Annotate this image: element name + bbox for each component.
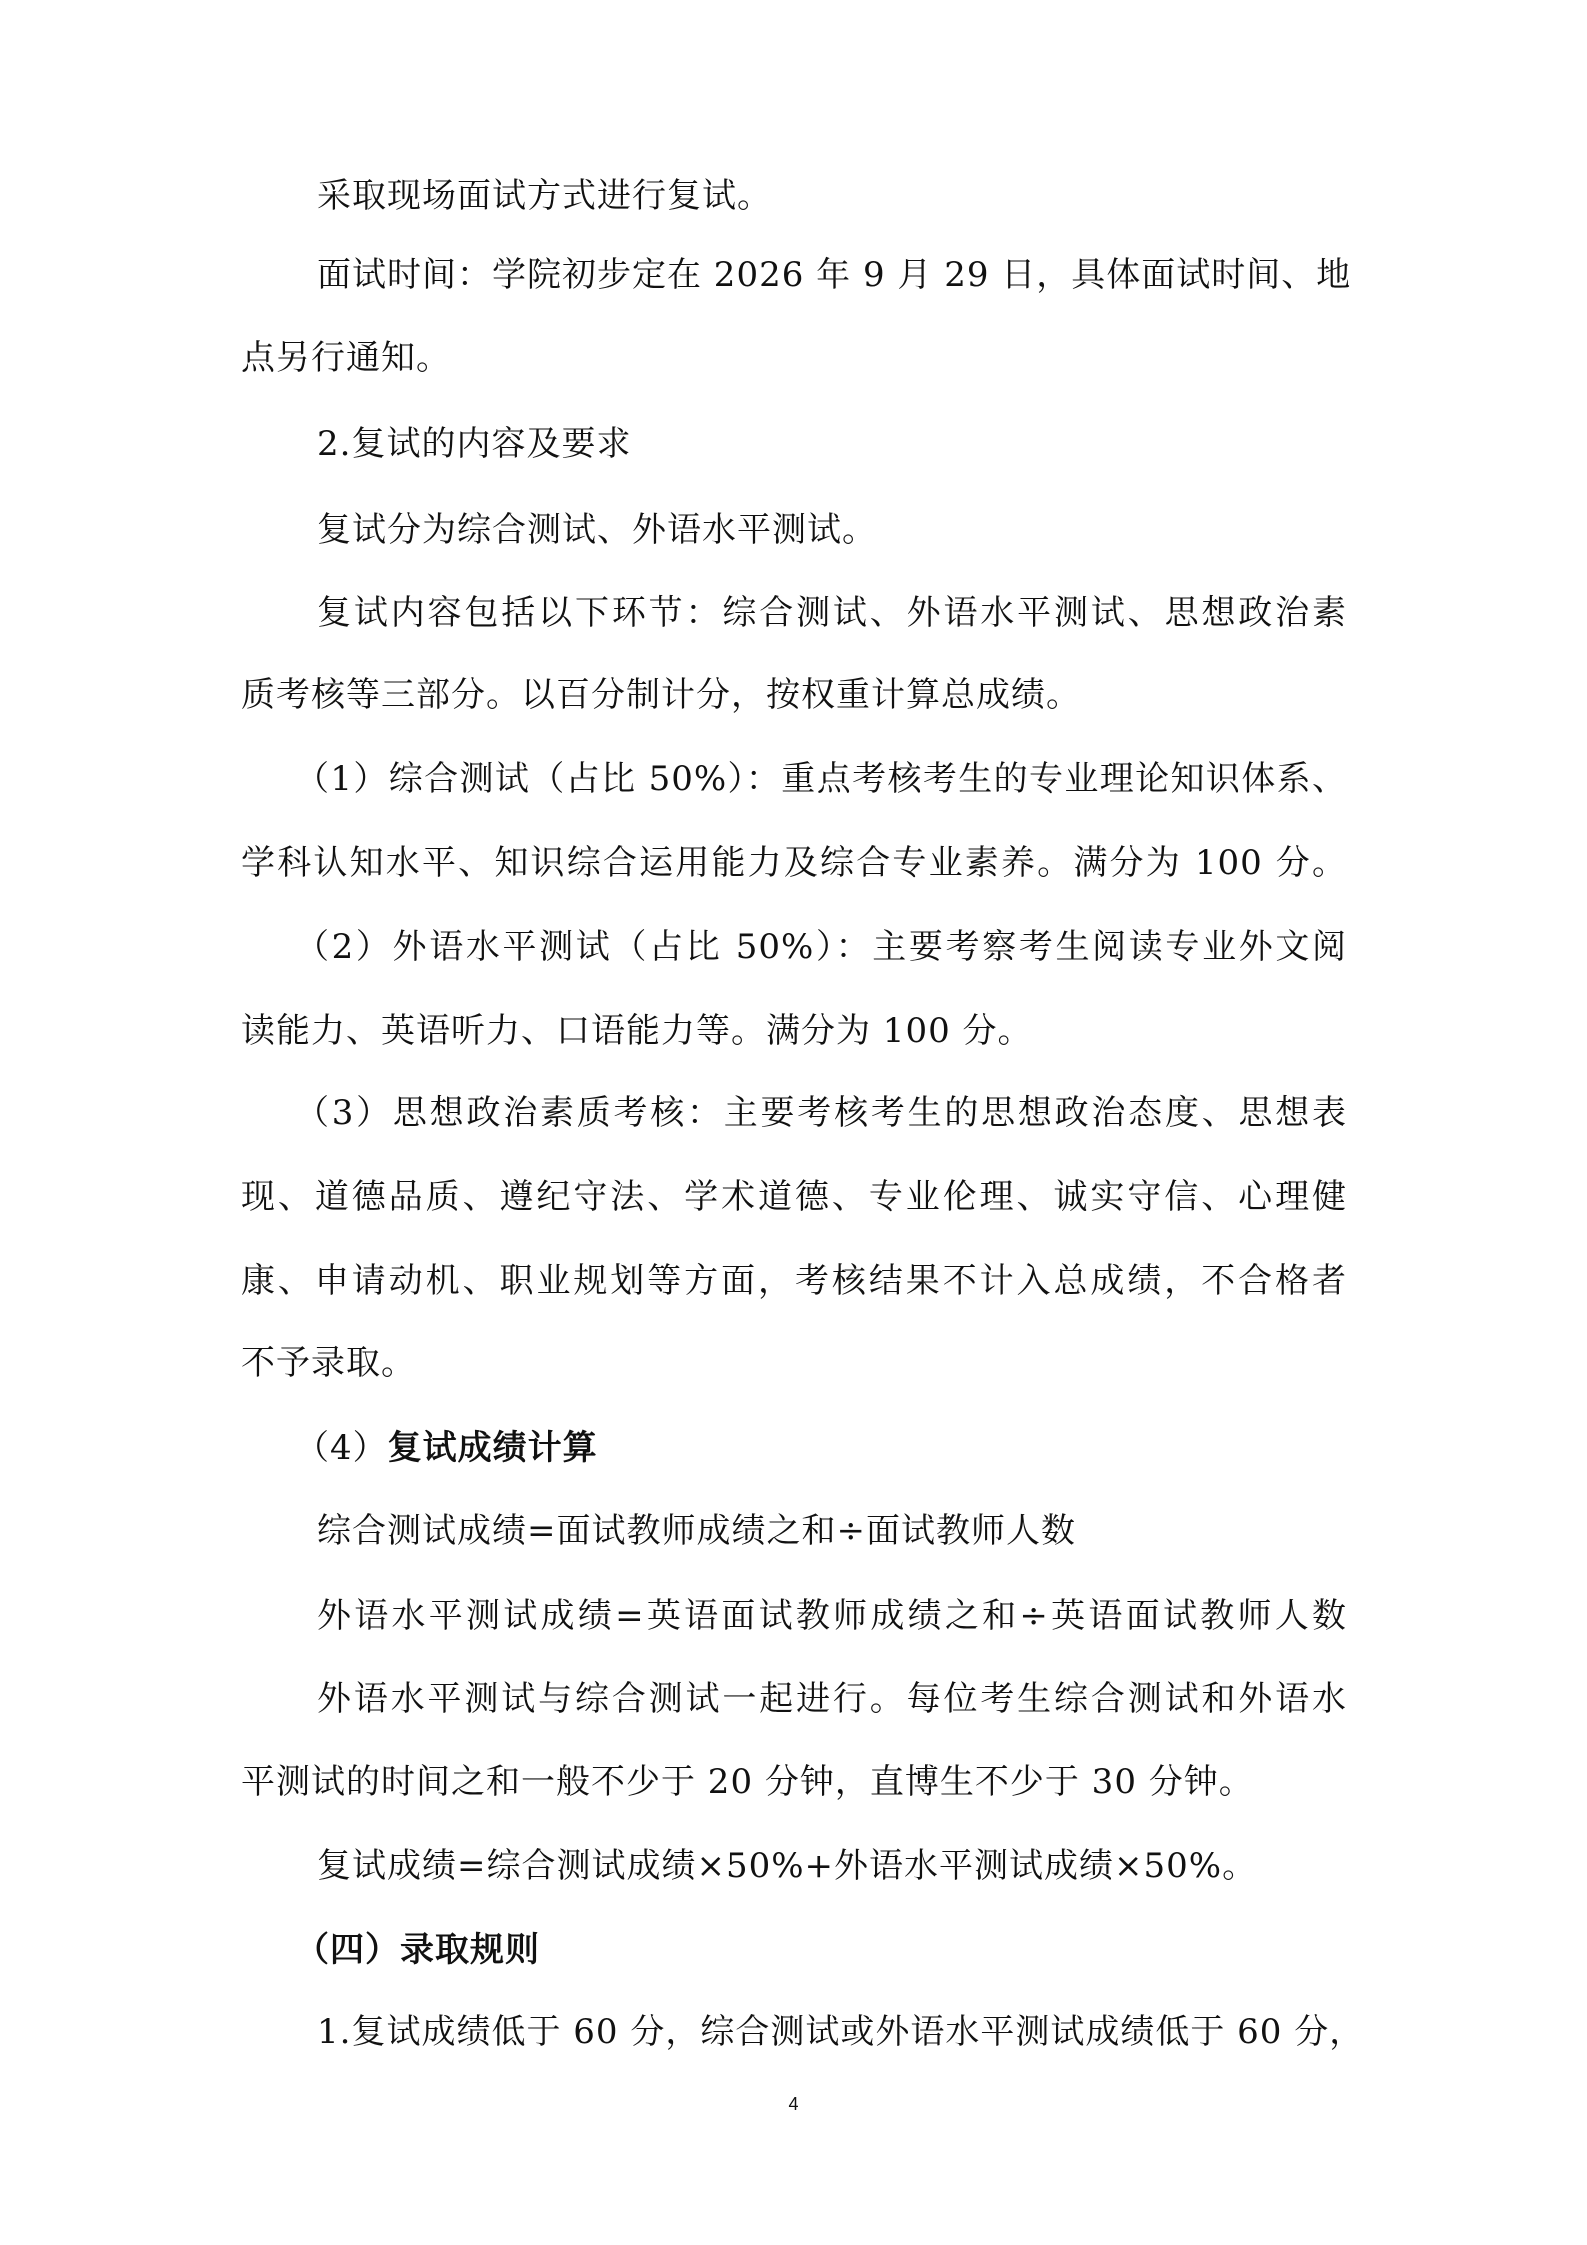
formula-line: 综合测试成绩=面试教师成绩之和÷面试教师人数 (317, 1511, 1076, 1551)
paragraph-line: 采取现场面试方式进行复试。 (317, 176, 772, 216)
paragraph-line: 读能力、英语听力、口语能力等。满分为 100 分。 (241, 1011, 1033, 1051)
subheading (295, 1428, 598, 1468)
paragraph-line: 平测试的时间之和一般不少于 20 分钟，直博生不少于 30 分钟。 (241, 1762, 1254, 1802)
paragraph-line: （2）外语水平测试（占比 50%）：主要考察考生阅读专业外文阅 (295, 927, 1347, 967)
section-heading: 2.复试的内容及要求 (317, 424, 632, 464)
subheading-title: 复试成绩计算 (387, 1428, 598, 1468)
paragraph-line: 1.复试成绩低于 60 分，综合测试或外语水平测试成绩低于 60 分， (317, 2012, 1365, 2052)
subheading-number: （4） (295, 1428, 388, 1468)
paragraph-line: 不予录取。 (241, 1343, 416, 1383)
paragraph-line: 面试时间：学院初步定在 2026 年 9 月 29 日，具体面试时间、地 (317, 255, 1352, 295)
paragraph-line: 外语水平测试与综合测试一起进行。每位考生综合测试和外语水 (317, 1679, 1347, 1719)
formula-line: 复试成绩=综合测试成绩×50%+外语水平测试成绩×50%。 (317, 1846, 1258, 1886)
paragraph-line: 学科认知水平、知识综合运用能力及综合专业素养。满分为 100 分。 (241, 843, 1347, 883)
paragraph-line: 现、道德品质、遵纪守法、学术道德、专业伦理、诚实守信、心理健 (241, 1177, 1347, 1217)
paragraph-line: （1）综合测试（占比 50%）：重点考核考生的专业理论知识体系、 (295, 759, 1347, 799)
paragraph-line: 点另行通知。 (241, 338, 451, 378)
paragraph-line: 复试分为综合测试、外语水平测试。 (317, 510, 877, 550)
paragraph-line: 复试内容包括以下环节：综合测试、外语水平测试、思想政治素 (317, 593, 1347, 633)
page-number: 4 (788, 2094, 799, 2114)
section-heading: （四）录取规则 (295, 1930, 540, 1970)
paragraph-line: （3）思想政治素质考核：主要考核考生的思想政治态度、思想表 (295, 1093, 1347, 1133)
formula-line: 外语水平测试成绩=英语面试教师成绩之和÷英语面试教师人数 (317, 1596, 1347, 1636)
paragraph-line: 质考核等三部分。以百分制计分，按权重计算总成绩。 (241, 675, 1081, 715)
paragraph-line: 康、申请动机、职业规划等方面，考核结果不计入总成绩，不合格者 (241, 1261, 1347, 1301)
